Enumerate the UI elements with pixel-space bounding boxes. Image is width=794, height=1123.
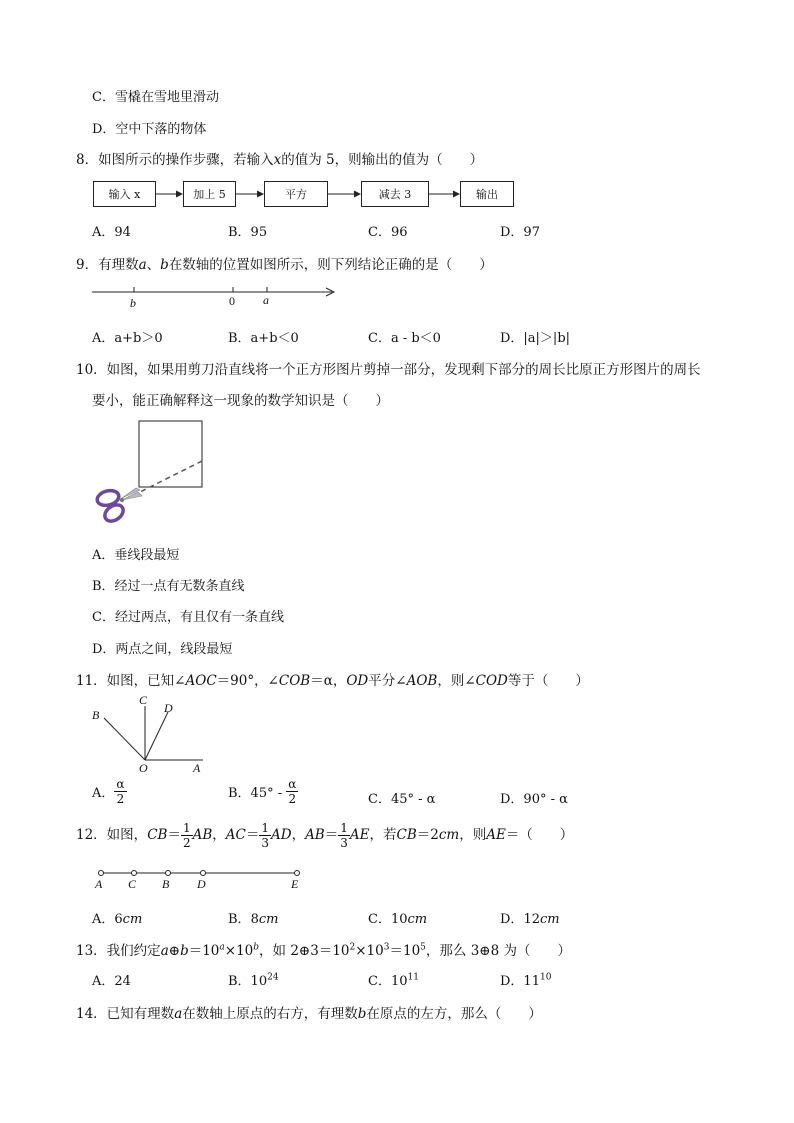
q9-option-c: C．a - b＜0 [368, 331, 441, 346]
seg-label-a: A [95, 877, 103, 891]
question-11-stem: 11．如图，已知∠AOC＝90°，∠COB＝α，OD平分∠AOB，则∠COD等于（ ） [76, 673, 589, 689]
question-10-stem-line2: 要小，能正确解释这一现象的数学知识是（ ） [92, 393, 389, 409]
option-d-prev: D．空中下落的物体 [92, 122, 207, 137]
fig-label-b: B [92, 708, 100, 722]
flow-step-square: 平方 [264, 181, 328, 207]
axis-label-a: a [263, 293, 269, 307]
fig-label-d: D [164, 701, 173, 715]
question-12-stem: 12．如图，CB＝ $\frac{1}{2}$ AB，AC＝ $\frac{1}{3}$ AD，AB＝ $\frac{1}{3}$ AE，若CB＝2cm，则AE＝（ ） [76, 821, 574, 850]
q8-option-c: C．96 [368, 225, 408, 240]
seg-label-e: E [291, 877, 299, 891]
flow-step-add: 加上 5 [183, 181, 236, 207]
seg-label-d: D [197, 877, 206, 891]
q12-option-c: C．10cm [368, 912, 428, 927]
q8-option-a: A．94 [92, 225, 131, 240]
q12-option-b: B．8cm [228, 912, 279, 927]
scissors-square-figure [92, 418, 212, 530]
seg-label-c: C [128, 877, 137, 891]
question-8-stem: 8．如图所示的操作步骤，若输入x的值为 5，则输出的值为（ ） [76, 152, 484, 168]
fig-label-a: A [193, 761, 201, 775]
q8-option-d: D．97 [500, 225, 540, 240]
q10-option-c: C．经过两点，有且仅有一条直线 [92, 610, 284, 625]
question-13-stem: 13．我们约定$a\oplus b=10^a\times 10^b$，如 $2\oplus 3=10^2\times 10^3=10^5$，那么 3⊕8 为（ ） [76, 942, 571, 959]
axis-label-zero: 0 [229, 294, 235, 308]
q9-option-a: A．a+b＞0 [92, 331, 163, 346]
q10-option-a: A．垂线段最短 [92, 548, 180, 563]
q9-option-b: B．a+b＜0 [228, 331, 299, 346]
q10-option-d: D．两点之间，线段最短 [92, 642, 233, 657]
q9-option-d: D．|a|＞|b| [500, 331, 571, 346]
q13-option-b: B．$10^{24}$ [228, 972, 279, 989]
q13-option-a: A．24 [92, 974, 131, 989]
q11-option-d: D．90° - α [500, 792, 568, 807]
q11-option-b: B．45° - $\frac{\alpha}{2}$ [228, 777, 297, 806]
q10-option-b: B．经过一点有无数条直线 [92, 579, 245, 594]
q13-option-c: C．$10^{11}$ [368, 972, 419, 989]
question-9-stem: 9．有理数a、b在数轴的位置如图所示，则下列结论正确的是（ ） [76, 257, 493, 273]
option-c-prev: C．雪橇在雪地里滑动 [92, 90, 219, 105]
q8-option-b: B．95 [228, 225, 268, 240]
q13-option-d: D．$11^{10}$ [500, 972, 552, 989]
flow-step-subtract: 减去 3 [361, 181, 429, 207]
flow-arrows [0, 181, 794, 211]
axis-label-b: b [130, 296, 136, 310]
fig-label-o: O [139, 761, 148, 775]
segment-figure [92, 866, 322, 896]
q11-option-c: C．45° - α [368, 792, 436, 807]
fig-label-c: C [139, 693, 148, 707]
flow-step-output: 输出 [460, 181, 514, 207]
q12-option-a: A．6cm [92, 912, 143, 927]
angle-figure [88, 692, 218, 774]
flow-step-input: 输入 x [93, 181, 156, 207]
seg-label-b: B [162, 877, 170, 891]
q11-option-a: A． $\frac{\alpha}{2}$ [92, 777, 125, 806]
question-10-stem-line1: 10．如图，如果用剪刀沿直线将一个正方形图片剪掉一部分，发现剩下部分的周长比原正方形图片的周长 [76, 362, 701, 378]
number-line [90, 284, 350, 314]
q12-option-d: D．12cm [500, 912, 560, 927]
question-14-stem: 14．已知有理数a在数轴上原点的右方，有理数b在原点的左方，那么（ ） [76, 1006, 542, 1022]
